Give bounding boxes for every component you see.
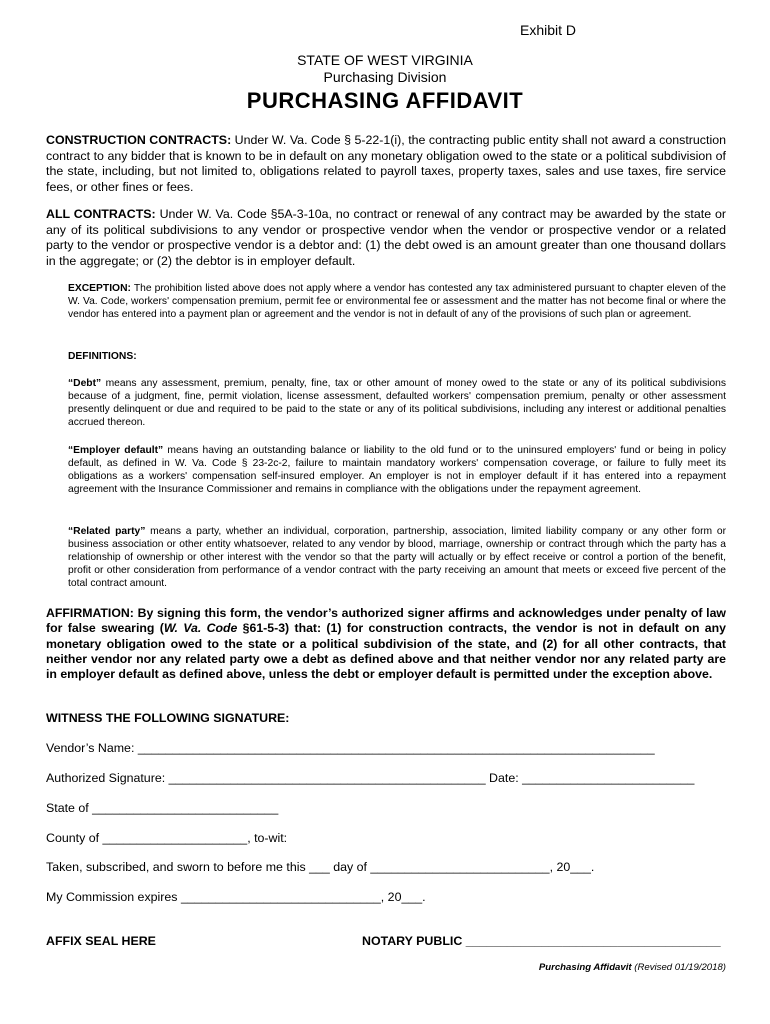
- exhibit-label: Exhibit D: [520, 22, 577, 38]
- affirmation-code: W. Va. Code: [163, 621, 238, 636]
- witness-heading: WITNESS THE FOLLOWING SIGNATURE:: [46, 711, 290, 725]
- definitions-heading: DEFINITIONS:: [68, 351, 137, 362]
- exception-text: The prohibition listed above does not apply where a vendor has contested any tax administered pursuant to chapter eleven of the W. Va. Code, workers' compensation premium, permit fee or environmental fee or assessment and the matter has not become final or where the vendor has entered into a payment plan or agreement and the vendor is not in default of any of the provisions of such plan or agreement.: [68, 283, 726, 320]
- affirmation-paragraph: [46, 606, 726, 682]
- employer-default-term: “Employer default”: [68, 445, 164, 456]
- debt-definition: [68, 377, 726, 429]
- county-of-field[interactable]: County of _____________________, to-wit:: [46, 831, 288, 845]
- page-footer: [400, 962, 726, 973]
- related-party-term: “Related party”: [68, 526, 146, 537]
- sworn-date-field[interactable]: Taken, subscribed, and sworn to before me this ___ day of __________________________, 20___.: [46, 860, 595, 874]
- affix-seal-label: AFFIX SEAL HERE: [46, 934, 156, 948]
- related-party-definition: [68, 525, 726, 590]
- notary-public-label: NOTARY PUBLIC _____________________________________: [362, 934, 721, 948]
- affirmation-part-1: AFFIRMATION: By signing this form, the vendor’s authorized signer affirms and acknowledges under penalty of law for false swearing (: [46, 606, 726, 636]
- all-contracts-paragraph: [46, 207, 726, 269]
- state-of-field[interactable]: State of ___________________________: [46, 801, 279, 815]
- authorized-signature-field[interactable]: Authorized Signature: ______________________________________________ Date: _________________________: [46, 771, 695, 785]
- footer-revised: (Revised 01/19/2018): [631, 962, 726, 973]
- employer-default-definition: [68, 444, 726, 496]
- notary-public-field[interactable]: [362, 934, 721, 948]
- debt-text: means any assessment, premium, penalty, fine, tax or other amount of money owed to the state or any of its political subdivisions because of a judgment, fine, permit violation, license assessment, defaulted workers' compensation premium, penalty or other assessment presently delinquent or due and required to be paid to the state or any of its political subdivisions, including any interest or additional penalties accrued thereon.: [68, 378, 726, 428]
- state-name: STATE OF WEST VIRGINIA: [297, 52, 473, 68]
- construction-heading: CONSTRUCTION CONTRACTS:: [46, 133, 232, 147]
- document-header: [0, 52, 770, 86]
- exception-heading: EXCEPTION:: [68, 283, 131, 294]
- construction-contracts-paragraph: [46, 133, 726, 195]
- all-contracts-heading: ALL CONTRACTS:: [46, 207, 156, 221]
- construction-text: Under W. Va. Code § 5-22-1(i), the contracting public entity shall not award a construction contract to any bidder that is known to be in default on any monetary obligation owed to the state or a political subdivision of the state, including, but not limited to, obligations related to payroll taxes, property taxes, sales and use taxes, fire service fees, or other fines or fees.: [46, 133, 726, 194]
- footer-title: Purchasing Affidavit: [538, 962, 632, 973]
- related-party-text: means a party, whether an individual, corporation, partnership, association, limited liability company or any other form or business association or other entity whatsoever, related to any vendor by blood, marriage, ownership or contract through which the party has a relationship of ownership or other interest with the vendor so that the party will actually or by effect receive or control a portion of the benefit, profit or other consideration from performance of a vendor contract with the party receiving an amount that meets or exceed five percent of the total contract amount.: [68, 526, 726, 589]
- affirmation-part-2: §61-5-3) that: (1) for construction contracts, the vendor is not in default on any monetary obligation owed to the state or a political subdivision of the state, and (2) for all other contracts, that neither vendor nor any related party owe a debt as defined above and that neither vendor nor any related party are in employer default as defined above, unless the debt or employer default is permitted under the exception above.: [46, 621, 726, 682]
- debt-term: “Debt”: [68, 378, 102, 389]
- division-name: Purchasing Division: [323, 69, 447, 85]
- page-title: PURCHASING AFFIDAVIT: [246, 88, 524, 113]
- employer-default-text: means having an outstanding balance or liability to the old fund or to the uninsured employers' fund or being in policy default, as defined in W. Va. Code § 23-2c-2, failure to maintain mandatory workers' compensation coverage, or failure to fully meet its obligations as a workers' compensation self-insured employer. An employer is not in employer default if it has entered into a repayment agreement with the Insurance Commissioner and remains in compliance with the obligations under the repayment agreement.: [68, 445, 726, 495]
- exception-paragraph: [68, 282, 726, 321]
- all-contracts-text: Under W. Va. Code §5A-3-10a, no contract or renewal of any contract may be awarded by the state or any of its political subdivisions to any vendor or prospective vendor when the vendor or prospective vendor or a related party to the vendor or prospective vendor is a debtor and: (1) the debt owed is an amount greater than one thousand dollars in the aggregate; or (2) the debtor is in employer default.: [46, 207, 726, 268]
- commission-expires-field[interactable]: My Commission expires _____________________________, 20___.: [46, 890, 426, 904]
- vendor-name-field[interactable]: Vendor’s Name: ___________________________________________________________________________: [46, 741, 655, 755]
